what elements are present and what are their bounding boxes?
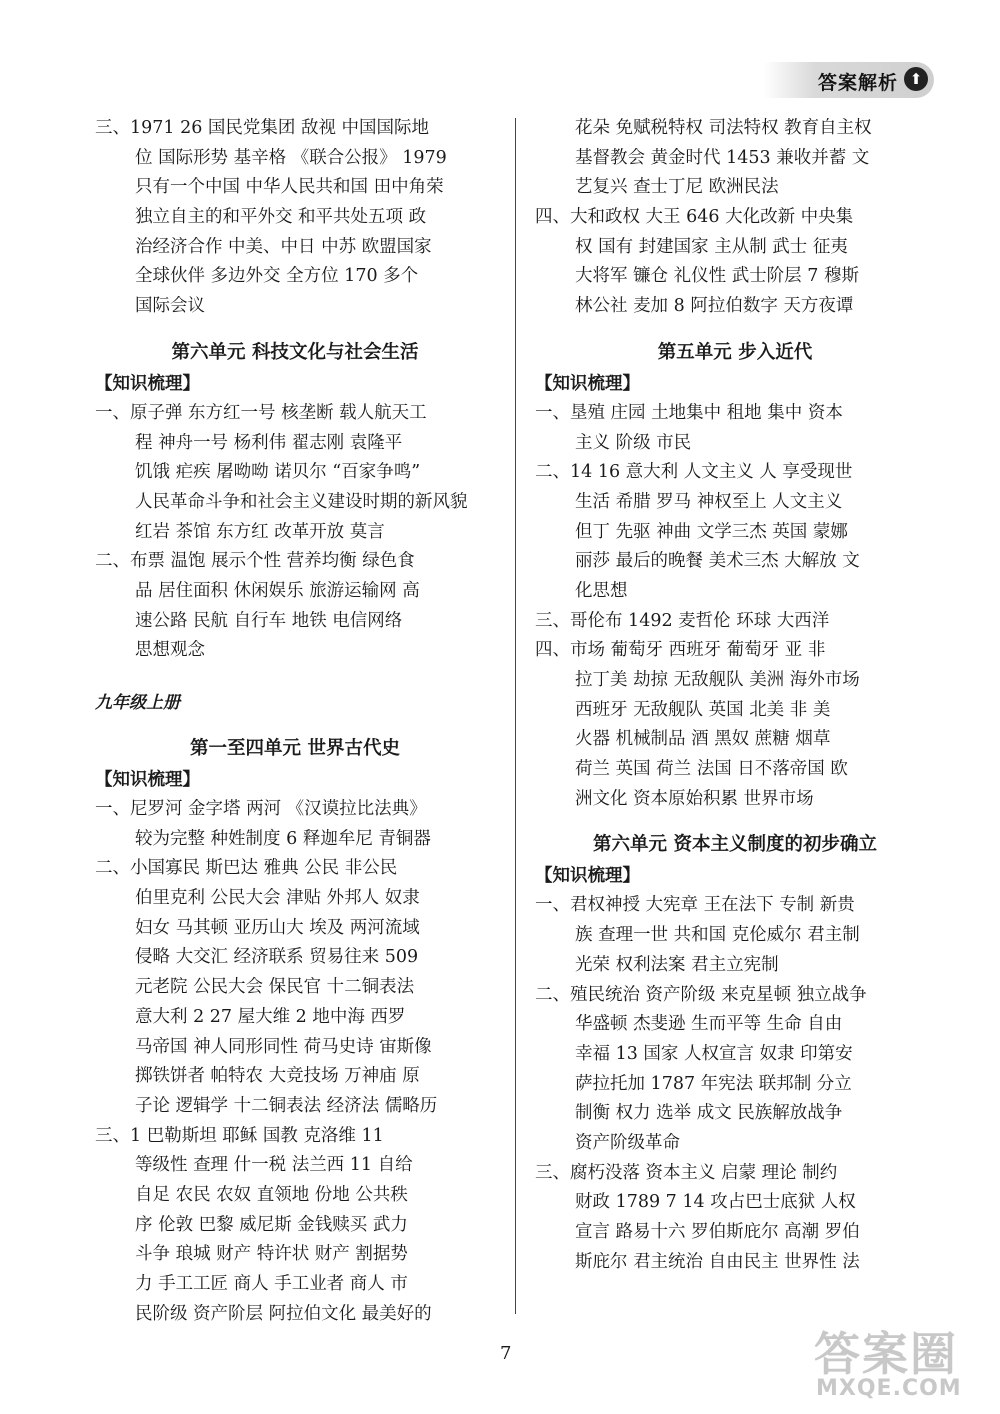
answer-line: 荷兰 英国 荷兰 法国 日不落帝国 欧 — [575, 759, 848, 780]
knowledge-tag: 【知识梳理】 — [95, 770, 200, 790]
answer-line: 制衡 权力 选举 成文 民族解放战争 — [575, 1103, 843, 1124]
answer-line: 自足 农民 农奴 直领地 份地 公共秩 — [135, 1184, 408, 1205]
knowledge-tag: 【知识梳理】 — [535, 866, 640, 887]
answer-line: 伯里克利 公民大会 津贴 外邦人 奴隶 — [135, 888, 420, 909]
answer-line: 一、尼罗河 金字塔 两河 《汉谟拉比法典》 — [95, 799, 427, 819]
answer-line: 宣言 路易十六 罗伯斯庇尔 高潮 罗伯 — [575, 1222, 860, 1242]
answer-line: 独立自主的和平外交 和平共处五项 政 — [135, 207, 427, 228]
answer-line: 斗争 琅城 财产 特许状 财产 割据势 — [135, 1244, 408, 1265]
column-divider — [515, 118, 516, 1314]
answer-line: 丽莎 最后的晚餐 美术三杰 大解放 文 — [575, 551, 860, 572]
answer-line: 花朵 免赋税特权 司法特权 教育自主权 — [575, 118, 872, 138]
answer-line: 三、腐朽没落 资本主义 启蒙 理论 制约 — [535, 1162, 838, 1183]
answer-line: 人民革命斗争和社会主义建设时期的新风貌 — [135, 491, 468, 512]
answer-line: 国际会议 — [135, 296, 205, 317]
answer-line: 饥饿 疟疾 屠呦呦 诺贝尔 “百家争鸣” — [135, 462, 421, 483]
left-column — [95, 114, 495, 1329]
answer-line: 西班牙 无敌舰队 英国 北美 非 美 — [575, 699, 831, 720]
answer-line: 四、大和政权 大王 646 大化改新 中央集 — [535, 207, 854, 228]
answer-line: 民阶级 资产阶层 阿拉伯文化 最美好的 — [135, 1303, 432, 1324]
answer-line: 马帝国 神人同形同性 荷马史诗 宙斯像 — [135, 1036, 432, 1057]
answer-line: 一、垦殖 庄园 土地集中 租地 集中 资本 — [535, 402, 843, 423]
grade-heading: 九年级上册 — [95, 693, 180, 713]
answer-line: 等级性 查理 什一税 法兰西 11 自给 — [135, 1155, 413, 1176]
answer-line: 基督教会 黄金时代 1453 兼收并蓄 文 — [575, 147, 870, 168]
answer-line: 主义 阶级 市民 — [575, 432, 692, 453]
answer-line: 位 国际形势 基辛格 《联合公报》 1979 — [135, 147, 447, 168]
answer-line: 拉丁美 劫掠 无敌舰队 美洲 海外市场 — [575, 670, 860, 690]
section-title: 第六单元 科技文化与社会生活 — [171, 341, 419, 363]
watermark-logo — [800, 1318, 990, 1408]
answer-line: 林公社 麦加 8 阿拉伯数字 天方夜谭 — [575, 296, 854, 317]
answer-line: 财政 1789 7 14 攻占巴士底狱 人权 — [575, 1192, 856, 1213]
answer-line: 品 居住面积 休闲娱乐 旅游运输网 高 — [135, 580, 420, 601]
right-column — [535, 114, 935, 1277]
answer-line: 萨拉托加 1787 年宪法 联邦制 分立 — [575, 1073, 852, 1094]
watermark-url: MXQE.COM — [816, 1376, 962, 1401]
answer-line: 力 手工工匠 商人 手工业者 商人 市 — [135, 1274, 408, 1294]
answer-line: 艺复兴 查士丁尼 欧洲民法 — [575, 177, 779, 198]
page-number: 7 — [500, 1343, 512, 1364]
answer-line: 生活 希腊 罗马 神权至上 人文主义 — [575, 491, 843, 512]
answer-line: 二、布票 温饱 展示个性 营养均衡 绿色食 — [95, 551, 415, 572]
watermark-text: 答案圈 — [814, 1327, 958, 1381]
answer-line: 火器 机械制品 酒 黑奴 蔗糖 烟草 — [575, 729, 831, 750]
answer-line: 斯庇尔 君主统治 自由民主 世界性 法 — [575, 1251, 860, 1272]
answer-line: 幸福 13 国家 人权宣言 奴隶 印第安 — [575, 1043, 853, 1064]
answer-line: 华盛顿 杰斐逊 生而平等 生命 自由 — [575, 1014, 843, 1035]
answer-line: 红岩 茶馆 东方红 改革开放 莫言 — [135, 521, 385, 542]
answer-line: 二、小国寡民 斯巴达 雅典 公民 非公民 — [95, 858, 398, 879]
answer-line: 二、殖民统治 资产阶级 来克星顿 独立战争 — [535, 984, 867, 1005]
knowledge-tag: 【知识梳理】 — [535, 373, 640, 394]
up-arrow-icon: ⬆ — [904, 67, 928, 91]
section-header-tab — [764, 62, 934, 98]
answer-line: 意大利 2 27 屋大维 2 地中海 西罗 — [135, 1006, 406, 1027]
answer-line: 资产阶级革命 — [575, 1132, 680, 1153]
answer-line: 速公路 民航 自行车 地铁 电信网络 — [135, 610, 403, 631]
knowledge-tag: 【知识梳理】 — [95, 373, 200, 394]
answer-line: 洲文化 资本原始积累 世界市场 — [575, 788, 814, 809]
answer-line: 只有一个中国 中华人民共和国 田中角荣 — [135, 177, 444, 198]
answer-line: 序 伦敦 巴黎 威尼斯 金钱赎买 武力 — [135, 1214, 408, 1235]
answer-line: 族 查理一世 共和国 克伦威尔 君主制 — [575, 925, 860, 946]
answer-line: 权 国有 封建国家 主从制 武士 征夷 — [575, 236, 848, 257]
answer-line: 程 神舟一号 杨利伟 翟志刚 袁隆平 — [135, 432, 403, 453]
answer-line: 一、君权神授 大宪章 王在法下 专制 新贵 — [535, 895, 855, 916]
answer-line: 三、哥伦布 1492 麦哲伦 环球 大西洋 — [535, 610, 830, 631]
answer-line: 全球伙伴 多边外交 全方位 170 多个 — [135, 266, 419, 287]
section-title: 第一至四单元 世界古代史 — [190, 738, 400, 759]
answer-line: 但丁 先驱 神曲 文学三杰 英国 蒙娜 — [575, 521, 848, 542]
section-title: 第六单元 资本主义制度的初步确立 — [593, 834, 877, 856]
answer-line: 四、市场 葡萄牙 西班牙 葡萄牙 亚 非 — [535, 640, 826, 661]
answer-line: 子论 逻辑学 十二铜表法 经济法 儒略历 — [135, 1095, 438, 1116]
answer-line: 三、1 巴勒斯坦 耶稣 国教 克洛维 11 — [95, 1125, 384, 1146]
answer-line: 较为完整 种姓制度 6 释迦牟尼 青铜器 — [135, 828, 431, 849]
answer-line: 一、原子弹 东方红一号 核垄断 载人航天工 — [95, 402, 427, 423]
answer-line: 元老院 公民大会 保民官 十二铜表法 — [135, 977, 415, 998]
answer-line: 思想观念 — [135, 640, 205, 661]
answer-line: 二、14 16 意大利 人文主义 人 享受现世 — [535, 462, 853, 483]
answer-line: 化思想 — [575, 580, 628, 601]
answer-line: 三、1971 26 国民党集团 敌视 中国国际地 — [95, 118, 430, 138]
answer-line: 治经济合作 中美、中日 中苏 欧盟国家 — [135, 236, 432, 257]
answer-line: 侵略 大交汇 经济联系 贸易往来 509 — [135, 947, 419, 968]
answer-line: 光荣 权利法案 君主立宪制 — [575, 954, 779, 975]
answer-line: 大将军 镰仓 礼仪性 武士阶层 7 穆斯 — [575, 266, 859, 287]
section-title: 第五单元 步入近代 — [657, 341, 813, 363]
answer-line: 掷铁饼者 帕特农 大竞技场 万神庙 原 — [135, 1066, 420, 1087]
answer-line: 妇女 马其顿 亚历山大 埃及 两河流域 — [135, 917, 420, 938]
section-header-label: 答案解析 — [817, 72, 898, 94]
